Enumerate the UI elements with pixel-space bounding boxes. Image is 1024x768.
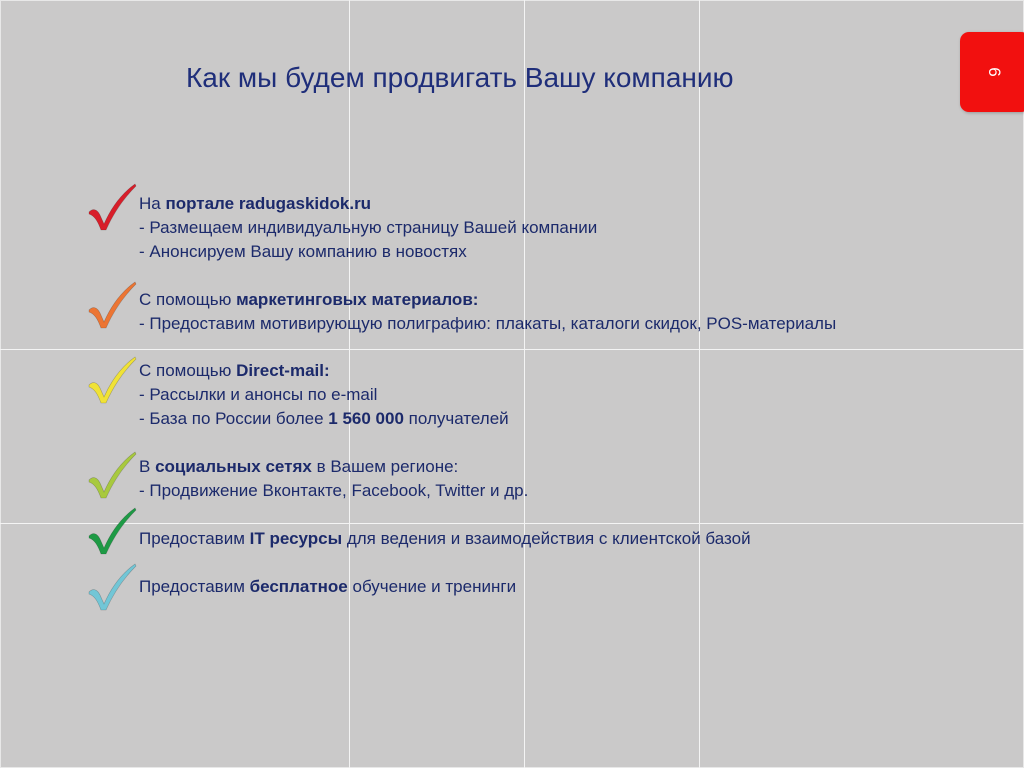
grid-line	[349, 0, 350, 768]
checkmark-icon	[86, 182, 138, 232]
checkmark-icon	[86, 562, 138, 612]
list-item: - Размещаем индивидуальную страницу Вашей компании	[139, 218, 598, 237]
grid-line	[524, 0, 525, 768]
list-item-base: - База по России более 1 560 000 получателей	[139, 409, 509, 428]
section-heading-social: В социальных сетях в Вашем регионе:	[139, 457, 459, 476]
section-heading-portal: На портале radugaskidok.ru	[139, 194, 372, 213]
section-heading-direct-mail: С помощью Direct-mail:	[139, 361, 330, 380]
list-item: - Рассылки и анонсы по e-mail	[139, 385, 378, 404]
section-heading-marketing: С помощью маркетинговых материалов:	[139, 290, 479, 309]
slide-title: Как мы будем продвигать Вашу компанию	[186, 62, 734, 93]
list-item: - Предоставим мотивирующую полиграфию: плакаты, каталоги скидок, POS-материалы	[139, 314, 837, 333]
section-heading-it: Предоставим IT ресурсы для ведения и взаимодействия с клиентской базой	[139, 529, 751, 548]
list-item: - Продвижение Вконтакте, Facebook, Twitter и др.	[139, 481, 529, 500]
grid-line	[699, 0, 700, 768]
checkmark-icon	[86, 280, 138, 330]
checkmark-icon	[86, 506, 138, 556]
page-number: 6	[985, 67, 1004, 77]
checkmark-icon	[86, 355, 138, 405]
list-item: - Анонсируем Вашу компанию в новостях	[139, 242, 467, 261]
checkmark-icon	[86, 450, 138, 500]
section-heading-training: Предоставим бесплатное обучение и тренинги	[139, 577, 517, 596]
grid-line	[0, 349, 1024, 350]
grid-line	[0, 523, 1024, 524]
